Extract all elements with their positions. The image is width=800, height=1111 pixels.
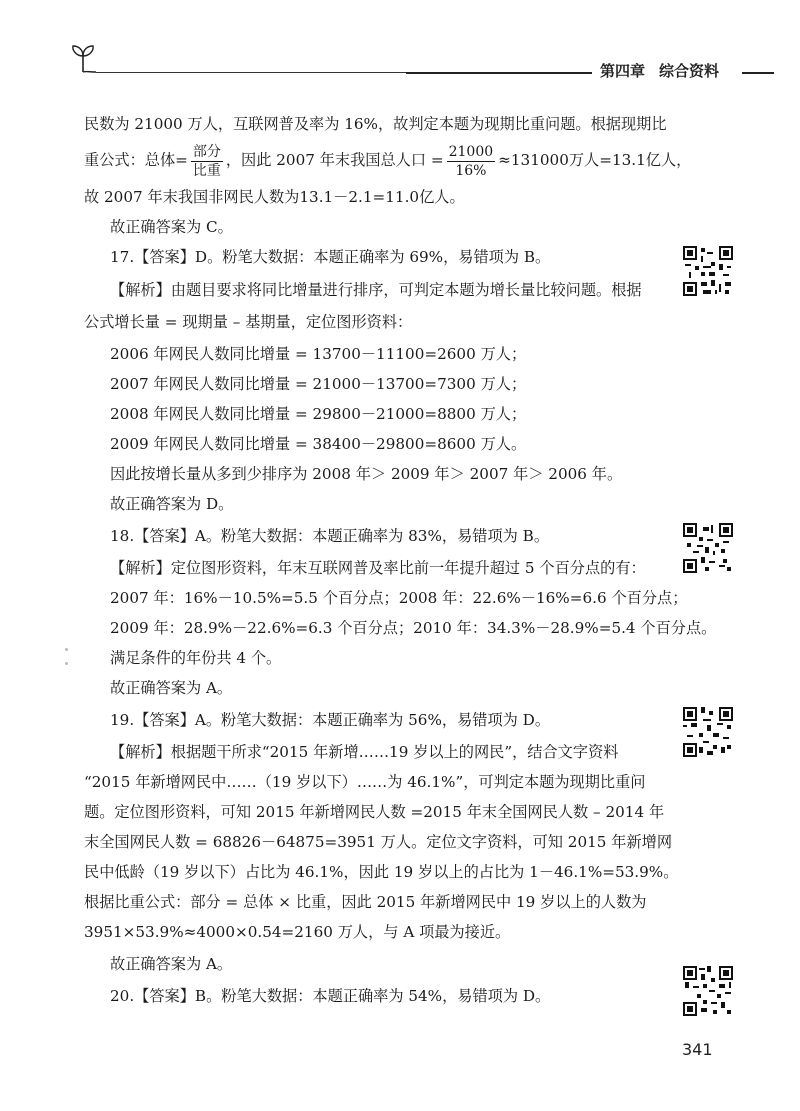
text-line: 【解析】根据题干所求“2015 年新增……19 岁以上的网民”，结合文字资料 [110,743,619,761]
text-line: 根据比重公式：部分 = 总体 × 比重，因此 2015 年新增网民中 19 岁以上的人数为 [84,893,647,911]
header-rule-tail [742,72,774,74]
answer-line: 17.【答案】D。粉笔大数据：本题正确率为 69%，易错项为 B。 [110,248,551,266]
formula-text: ，因此 2007 年末我国总人口 = [225,151,444,169]
text-line: 2008 年网民人数同比增量 = 29800－21000=8800 万人； [110,405,527,423]
text-line: 因此按增长量从多到少排序为 2008 年＞ 2009 年＞ 2007 年＞ 2006 年。 [110,465,623,483]
qr-code-icon[interactable] [683,523,733,573]
text-line: 2007 年网民人数同比增量 = 21000－13700=7300 万人； [110,375,527,393]
scan-speck [65,662,68,665]
text-line: 题。定位图形资料，可知 2015 年新增网民人数 =2015 年末全国网民人数 – 2014 年 [84,803,665,821]
fraction-denominator: 16% [455,162,487,179]
text-line: 故正确答案为 C。 [110,218,233,236]
qr-code-icon[interactable] [683,246,733,296]
text-line: 末全国网民人数 = 68826－64875=3951 万人。定位文字资料，可知 2015 年新增网 [84,833,673,851]
fraction [191,143,223,180]
text-line: 故 2007 年末我国非网民人数为13.1－2.1=11.0亿人。 [84,188,465,206]
answer-line: 19.【答案】A。粉笔大数据：本题正确率为 56%，易错项为 D。 [110,711,551,729]
text-line: “2015 年新增网民中……（19 岁以下）……为 46.1%”，可判定本题为现期比重问 [84,773,646,791]
leaf-ornament-icon [70,44,96,74]
page-number: 341 [682,1040,713,1059]
header-rule-thin [96,72,406,73]
chapter-label: 第四章 [600,62,646,80]
qr-code-icon[interactable] [683,966,733,1016]
text-line: 民数为 21000 万人，互联网普及率为 16%，故判定本题为现期比重问题。根据现期比 [84,115,667,133]
text-line: 满足条件的年份共 4 个。 [110,649,282,667]
fraction-denominator: 比重 [192,162,221,179]
text-line: 公式增长量 = 现期量 – 基期量，定位图形资料： [84,313,413,331]
text-line: 2006 年网民人数同比增量 = 13700－11100=2600 万人； [110,345,527,363]
formula-text: ≈131000万人=13.1亿人， [498,151,692,169]
text-line: 2009 年网民人数同比增量 = 38400－29800=8600 万人。 [110,435,527,453]
scan-speck [65,648,68,651]
fraction-numerator: 部分 [192,143,221,160]
fraction-numerator: 21000 [448,143,494,160]
chapter-title [600,60,719,84]
qr-code-icon[interactable] [683,707,733,757]
text-line: 2007 年：16%－10.5%=5.5 个百分点；2008 年：22.6%－16%=6.6 个百分点； [110,589,688,607]
text-line: 民中低龄（19 岁以下）占比为 46.1%，因此 19 岁以上的占比为 1－46.1%=53.9%。 [84,863,679,881]
text-line: 【解析】由题目要求将同比增量进行排序，可判定本题为增长量比较问题。根据 [110,281,642,299]
text-line: 【解析】定位图形资料，年末互联网普及率比前一年提升超过 5 个百分点的有： [110,559,646,577]
text-line: 故正确答案为 A。 [110,955,233,973]
formula-text: 重公式：总体= [84,151,188,169]
page-header [0,0,800,90]
answer-line: 18.【答案】A。粉笔大数据：本题正确率为 83%，易错项为 B。 [110,527,550,545]
section-label: 综合资料 [659,62,720,80]
header-rule-thick [406,72,592,74]
formula-line [84,140,691,180]
answer-line: 20.【答案】B。粉笔大数据：本题正确率为 54%，易错项为 D。 [110,987,551,1005]
fraction [447,143,496,180]
text-line: 故正确答案为 A。 [110,679,233,697]
text-line: 3951×53.9%≈4000×0.54=2160 万人，与 A 项最为接近。 [84,923,511,941]
text-line: 2009 年：28.9%－22.6%=6.3 个百分点；2010 年：34.3%－28.9%=5.4 个百分点。 [110,619,717,637]
text-line: 故正确答案为 D。 [110,495,234,513]
